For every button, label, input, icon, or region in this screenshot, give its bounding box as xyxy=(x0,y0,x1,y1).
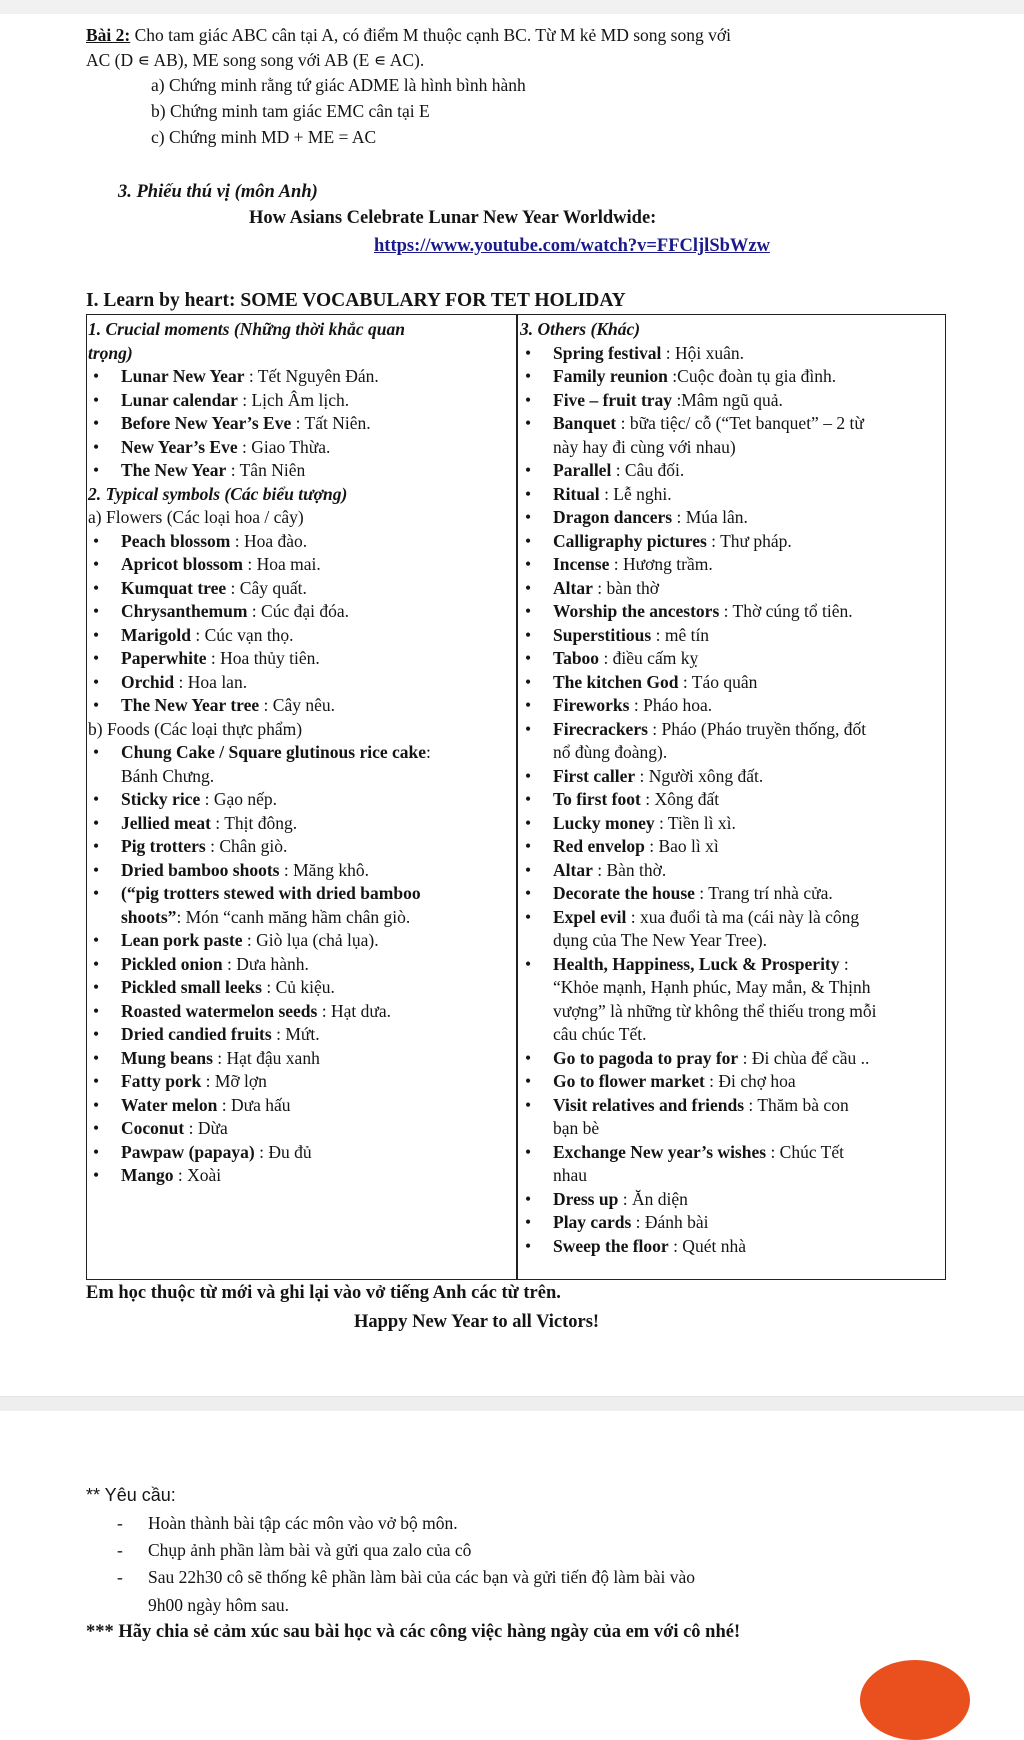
vocab-item xyxy=(520,483,944,507)
vocab-item xyxy=(88,1070,514,1094)
vocab-term: Worship the ancestors xyxy=(553,601,720,621)
vocab-meaning: : Tết Nguyên Đán. xyxy=(244,366,379,386)
vocab-term: Decorate the house xyxy=(553,883,695,903)
vocab-term: Before New Year’s Eve xyxy=(121,413,292,433)
vocab-title: I. Learn by heart: SOME VOCABULARY FOR TET HOLIDAY xyxy=(86,290,626,311)
vocab-item xyxy=(520,600,944,624)
vocab-term: Pickled small leeks xyxy=(121,977,262,997)
vocab-item xyxy=(88,906,514,930)
vocab-term: Altar xyxy=(553,577,593,598)
vocab-item xyxy=(88,976,514,1000)
vocab-item xyxy=(520,577,944,601)
vocab-meaning: : Xoài xyxy=(173,1165,222,1185)
vocab-item xyxy=(88,859,514,883)
vocab-item xyxy=(520,788,944,812)
vocab-term: Lunar calendar xyxy=(121,389,238,410)
vocab-meaning: : Hạt đậu xanh xyxy=(212,1047,320,1068)
vocab-item xyxy=(88,1141,514,1165)
vocab-meaning: : Thịt đông. xyxy=(210,812,298,833)
vocab-term: Roasted watermelon seeds xyxy=(121,1000,318,1021)
vocab-meaning: : Bao lì xì xyxy=(644,836,719,856)
vocab-item xyxy=(88,365,514,389)
req-dash-3: - xyxy=(117,1567,123,1587)
vocab-meaning: :Mâm ngũ quả. xyxy=(672,389,783,410)
vocab-term: Pawpaw (papaya) xyxy=(121,1141,255,1162)
vocab-meaning: : Hội xuân. xyxy=(661,342,745,363)
exercise-line-1 xyxy=(86,24,731,48)
vocab-meaning: : Chúc Tết xyxy=(766,1141,844,1162)
vocab-meaning: : Giò lụa (chả lụa). xyxy=(242,930,379,950)
vocab-meaning: : Món “canh măng hầm chân giò. xyxy=(176,906,411,927)
vocab-meaning: : bàn thờ xyxy=(592,577,659,598)
vocab-term: Lucky money xyxy=(553,812,655,833)
section-3-heading: 3. Phiếu thú vị (môn Anh) xyxy=(118,182,318,202)
vocab-term: The kitchen God xyxy=(553,671,679,692)
vocab-meaning: : Gạo nếp. xyxy=(200,789,278,809)
vocab-meaning: : Pháo hoa. xyxy=(629,695,713,715)
vocab-meaning: : Lịch Âm lịch. xyxy=(237,389,350,410)
vocab-item xyxy=(520,459,944,483)
vocab-item xyxy=(520,812,944,836)
vocab-term: New Year’s Eve xyxy=(121,436,238,457)
vocab-term: Dress up xyxy=(553,1188,619,1209)
vocab-meaning: : Hoa đào. xyxy=(230,530,308,551)
vocab-meaning: : Đu đủ xyxy=(254,1141,312,1162)
vocab-term: (“pig trotters stewed with dried bamboo xyxy=(121,883,421,903)
exercise-item-a: a) Chứng minh rằng tứ giác ADME là hình bình hành xyxy=(151,75,526,95)
vocab-term: Mung beans xyxy=(121,1047,213,1068)
vocab-term: Play cards xyxy=(553,1212,632,1232)
vocab-term: Dried candied fruits xyxy=(121,1024,272,1044)
vocab-item xyxy=(88,412,514,436)
vocab-term: Parallel xyxy=(553,460,612,480)
vocab-item xyxy=(88,953,514,977)
requirement-item-3: Sau 22h30 cô sẽ thống kê phần làm bài của các bạn và gửi tiến độ làm bài vào xyxy=(148,1567,695,1587)
vocab-meaning: : mê tín xyxy=(651,624,710,645)
req-dash-2: - xyxy=(117,1540,123,1560)
vocab-term: Kumquat tree xyxy=(121,577,227,598)
vocab-meaning: : Người xông đất. xyxy=(635,765,764,786)
vocab-meaning: : Tất Niên. xyxy=(291,413,371,433)
vocab-item xyxy=(88,812,514,836)
vocab-item xyxy=(520,1047,944,1071)
vocab-term: Chung Cake / Square glutinous rice cake xyxy=(121,742,426,762)
vocab-term: Peach blossom xyxy=(121,530,231,551)
vocab-item xyxy=(520,859,944,883)
vocab-category-heading: 1. Crucial moments (Những thời khắc quan xyxy=(88,319,405,339)
vocab-meaning: : Câu đối. xyxy=(611,460,685,480)
vocab-item-continuation: “Khỏe mạnh, Hạnh phúc, May mắn, & Thịnh xyxy=(553,977,871,997)
vocab-meaning: : Tân Niên xyxy=(226,460,306,480)
vocab-term: Marigold xyxy=(121,624,191,645)
video-title: How Asians Celebrate Lunar New Year Worldwide: xyxy=(249,208,657,228)
vocab-item xyxy=(88,694,514,718)
vocab-item-continuation: nổ đùng đoàng). xyxy=(553,742,668,762)
vocab-meaning: : Dưa hấu xyxy=(217,1094,291,1115)
vocab-meaning: : Măng khô. xyxy=(279,859,369,880)
vocab-item xyxy=(520,765,944,789)
vocab-term: Lean pork paste xyxy=(121,930,243,950)
vocab-item-continuation: Bánh Chưng. xyxy=(121,765,215,786)
vocab-item xyxy=(520,412,944,436)
vocab-meaning: : Cây nêu. xyxy=(259,695,335,715)
requirements-heading: ** Yêu cầu: xyxy=(86,1485,176,1505)
requirement-item-2: Chụp ảnh phần làm bài và gửi qua zalo của cô xyxy=(148,1540,472,1560)
vocab-term: To first foot xyxy=(553,789,641,809)
vocab-term: Mango xyxy=(121,1165,174,1185)
exercise-item-b: b) Chứng minh tam giác EMC cân tại E xyxy=(151,101,430,121)
vocab-meaning: : Chân giò. xyxy=(205,836,288,856)
vocab-item xyxy=(88,1047,514,1071)
vocab-term: Altar xyxy=(553,859,593,880)
vocab-term: The New Year xyxy=(121,460,227,480)
vocab-term: Firecrackers xyxy=(553,718,648,739)
vocab-term: shoots” xyxy=(121,906,177,927)
vocab-item xyxy=(520,1188,944,1212)
vocab-term: Health, Happiness, Luck & Prosperity xyxy=(553,953,840,974)
vocab-term: Exchange New year’s wishes xyxy=(553,1141,767,1162)
vocab-footer-instruction: Em học thuộc từ mới và ghi lại vào vở tiếng Anh các từ trên. xyxy=(86,1283,561,1303)
vocab-item xyxy=(520,882,944,906)
vocab-table-column-divider xyxy=(516,314,518,1280)
vocab-meaning: : Giao Thừa. xyxy=(237,436,331,457)
vocab-term: Red envelop xyxy=(553,836,645,856)
vocab-term: Calligraphy pictures xyxy=(553,530,707,551)
vocab-meaning: : Hạt dưa. xyxy=(317,1000,391,1021)
exercise-line-2: AC (D ∊ AB), ME song song với AB (E ∊ AC). xyxy=(86,50,425,70)
vocab-item xyxy=(520,1070,944,1094)
greeting: Happy New Year to all Victors! xyxy=(354,1312,600,1332)
vocab-meaning: : Đi chùa để cầu .. xyxy=(738,1047,870,1068)
vocab-term: Paperwhite xyxy=(121,648,207,668)
vocab-item xyxy=(520,1141,944,1165)
req-dash-1: - xyxy=(117,1513,123,1533)
vocab-term: Sweep the floor xyxy=(553,1235,669,1256)
vocab-meaning: : Lễ nghi. xyxy=(599,483,672,504)
vocab-term: Visit relatives and friends xyxy=(553,1094,745,1115)
vocab-meaning: : Tiền lì xì. xyxy=(654,812,736,833)
vocab-meaning: : Dưa hành. xyxy=(222,953,309,974)
vocab-item xyxy=(88,835,514,859)
vocab-meaning: : điều cấm kỵ xyxy=(599,648,699,668)
vocab-meaning: : Đánh bài xyxy=(631,1212,709,1232)
vocab-term: Incense xyxy=(553,554,610,574)
vocab-item xyxy=(520,365,944,389)
vocab-meaning: : Mỡ lợn xyxy=(201,1071,267,1091)
vocab-term: Lunar New Year xyxy=(121,366,245,386)
vocab-item xyxy=(88,1164,514,1188)
vocab-item xyxy=(88,929,514,953)
vocab-item xyxy=(520,1094,944,1118)
vocab-meaning: : Hương trầm. xyxy=(609,554,713,574)
vocab-item xyxy=(88,788,514,812)
vocab-item xyxy=(88,1023,514,1047)
exercise-item-c: c) Chứng minh MD + ME = AC xyxy=(151,127,377,147)
vocab-item xyxy=(88,741,514,765)
vocab-item xyxy=(88,1094,514,1118)
vocab-term: Dragon dancers xyxy=(553,507,673,527)
vocab-term: Spring festival xyxy=(553,342,662,363)
vocab-item-continuation: câu chúc Tết. xyxy=(553,1024,647,1044)
vocab-column-1 xyxy=(88,318,514,1188)
vocab-item xyxy=(88,624,514,648)
vocab-term: Banquet xyxy=(553,413,617,433)
vocab-term: Jellied meat xyxy=(121,812,211,833)
vocab-item xyxy=(520,906,944,930)
vocab-meaning: : Thư pháp. xyxy=(706,530,792,551)
vocab-meaning: : Củ kiệu. xyxy=(261,977,335,997)
vocab-item-continuation: vượng” là những từ không thể thiếu trong mỗi xyxy=(553,1000,877,1021)
vocab-item xyxy=(88,600,514,624)
vocab-item xyxy=(520,624,944,648)
vocab-meaning: : Pháo (Pháo truyền thống, đốt xyxy=(647,718,867,739)
vocab-term: Ritual xyxy=(553,483,600,504)
vocab-meaning: : Dừa xyxy=(184,1118,228,1138)
top-strip xyxy=(0,0,1024,15)
vocab-term: Expel evil xyxy=(553,906,627,927)
vocab-item xyxy=(88,1117,514,1141)
vocab-item-continuation: này hay đi cùng với nhau) xyxy=(553,436,736,457)
vocab-meaning: : Mứt. xyxy=(271,1024,320,1044)
vocab-meaning: : Hoa mai. xyxy=(243,554,321,574)
vocab-meaning: : Thờ cúng tổ tiên. xyxy=(719,601,853,621)
vocab-item xyxy=(88,1000,514,1024)
vocab-term: Chrysanthemum xyxy=(121,601,248,621)
vocab-category-heading: 2. Typical symbols (Các biểu tượng) xyxy=(88,483,348,504)
vocab-meaning: : Múa lân. xyxy=(672,507,748,527)
vocab-term: Pig trotters xyxy=(121,836,206,856)
vocab-term: Water melon xyxy=(121,1094,218,1115)
vocab-term: First caller xyxy=(553,765,636,786)
vocab-meaning: : Ăn diện xyxy=(618,1188,688,1209)
vocab-term: Dried bamboo shoots xyxy=(121,859,280,880)
vocab-term: Orchid xyxy=(121,671,175,692)
vocab-item xyxy=(88,671,514,695)
vocab-item xyxy=(520,647,944,671)
vocab-item xyxy=(88,647,514,671)
vocab-meaning: : Hoa lan. xyxy=(174,671,248,692)
vocab-meaning: : Táo quân xyxy=(678,671,758,692)
vocab-subcategory: a) Flowers (Các loại hoa / cây) xyxy=(88,507,304,527)
vocab-term: Go to flower market xyxy=(553,1071,705,1091)
vocab-item xyxy=(520,530,944,554)
vocab-term: Pickled onion xyxy=(121,953,223,974)
vocab-meaning: : Cúc đại đóa. xyxy=(247,601,349,621)
vocab-item xyxy=(520,506,944,530)
vocab-column-2 xyxy=(520,318,944,1258)
vocab-meaning: : Bàn thờ. xyxy=(592,859,667,880)
vocab-term: The New Year tree xyxy=(121,695,260,715)
vocab-meaning: : Đi chợ hoa xyxy=(704,1071,796,1091)
vocab-category-heading: 3. Others (Khác) xyxy=(520,319,641,339)
vocab-item-continuation: dụng của The New Year Tree). xyxy=(553,930,768,950)
vocab-meaning: : Thăm bà con xyxy=(744,1094,849,1115)
floating-action-circle[interactable] xyxy=(860,1660,970,1740)
vocab-subcategory: b) Foods (Các loại thực phẩm) xyxy=(88,718,303,739)
vocab-item xyxy=(88,882,514,906)
vocab-term: Taboo xyxy=(553,648,600,668)
vocab-item xyxy=(520,835,944,859)
vocab-term: Sticky rice xyxy=(121,789,201,809)
vocab-item-continuation: bạn bè xyxy=(553,1118,600,1138)
exercise-label: Bài 2: xyxy=(86,25,131,45)
exercise-text-1: Cho tam giác ABC cân tại A, có điểm M thuộc cạnh BC. Từ M kẻ MD song song với xyxy=(134,25,731,45)
vocab-item xyxy=(520,553,944,577)
vocab-term: Apricot blossom xyxy=(121,554,244,574)
vocab-term: Five – fruit tray xyxy=(553,389,673,410)
video-link[interactable]: https://www.youtube.com/watch?v=FFCljlSbWzw xyxy=(374,236,770,256)
vocab-term: Coconut xyxy=(121,1118,185,1138)
vocab-meaning: : Cúc vạn thọ. xyxy=(191,624,294,645)
vocab-item xyxy=(520,1211,944,1235)
vocab-meaning: : xyxy=(426,742,431,762)
vocab-meaning: : Trang trí nhà cửa. xyxy=(694,883,833,903)
vocab-meaning: :Cuộc đoàn tụ gia đình. xyxy=(667,366,837,386)
vocab-item xyxy=(520,342,944,366)
requirement-item-3-cont: 9h00 ngày hôm sau. xyxy=(148,1595,289,1615)
vocab-item xyxy=(520,1235,944,1259)
vocab-item xyxy=(520,953,944,977)
vocab-item xyxy=(88,553,514,577)
vocab-term: Fireworks xyxy=(553,695,630,715)
vocab-item-continuation: nhau xyxy=(553,1165,588,1185)
vocab-item xyxy=(520,671,944,695)
vocab-meaning: : Quét nhà xyxy=(668,1235,746,1256)
vocab-term: Go to pagoda to pray for xyxy=(553,1047,739,1068)
vocab-term: Family reunion xyxy=(553,366,668,386)
closing-note: *** Hãy chia sẻ cảm xúc sau bài học và các công việc hàng ngày của em với cô nhé! xyxy=(86,1622,741,1642)
requirement-item-1: Hoàn thành bài tập các môn vào vở bộ môn. xyxy=(148,1513,458,1533)
vocab-meaning: : Cây quất. xyxy=(226,577,307,598)
vocab-item xyxy=(520,694,944,718)
vocab-item xyxy=(88,530,514,554)
vocab-item xyxy=(88,459,514,483)
vocab-term: Fatty pork xyxy=(121,1071,202,1091)
vocab-meaning: : xyxy=(839,953,849,974)
vocab-item xyxy=(520,389,944,413)
page-divider xyxy=(0,1396,1024,1412)
vocab-item xyxy=(88,436,514,460)
vocab-item xyxy=(88,577,514,601)
vocab-item xyxy=(520,718,944,742)
vocab-meaning: : xua đuổi tà ma (cái này là công xyxy=(626,906,860,927)
vocab-item xyxy=(88,389,514,413)
vocab-meaning: : bữa tiệc/ cỗ (“Tet banquet” – 2 từ xyxy=(616,413,864,433)
vocab-category-heading: trọng) xyxy=(88,342,133,363)
vocab-term: Superstitious xyxy=(553,624,652,645)
vocab-meaning: : Xông đất xyxy=(640,789,720,809)
vocab-meaning: : Hoa thủy tiên. xyxy=(206,648,320,668)
